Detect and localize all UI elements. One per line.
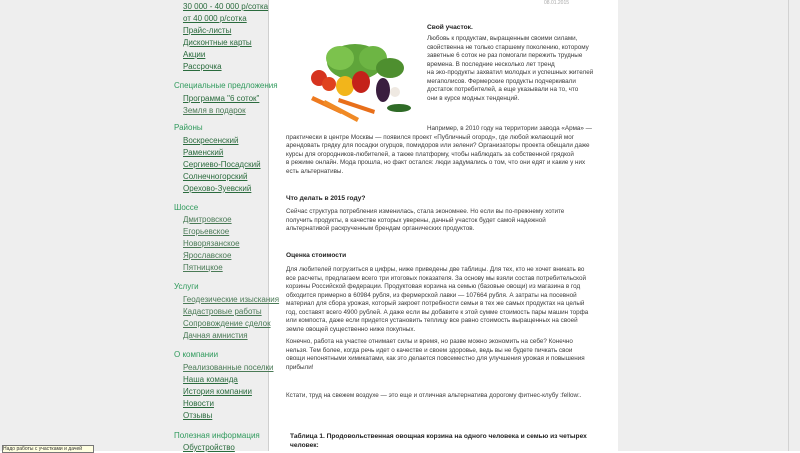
intro-line: заветные 6 соток не раз помогали пережить трудные bbox=[427, 52, 583, 59]
para2-line: арендовать грядку для посадки огурцов, помидоров или зелени? Организаторы проекта обещали даже bbox=[286, 142, 590, 149]
sidebar-link-program-6-sotok[interactable]: Программа "6 соток" bbox=[183, 94, 260, 103]
sidebar-heading-special: Специальные предложения bbox=[174, 81, 278, 90]
sidebar-link-price-40plus[interactable]: от 40 000 р/сотка bbox=[183, 14, 247, 23]
sidebar-link-service[interactable]: Геодезические изыскания bbox=[183, 295, 280, 304]
sidebar-heading-info: Полезная информация bbox=[174, 431, 260, 440]
q2015-line: альтернативой раскрученным брендам органических продуктов. bbox=[286, 225, 475, 232]
intro-line: достаток потребителей, а еще указывали на то, что bbox=[427, 86, 579, 93]
work-line: Конечно, работа на участке отнимает силы и время, но разве можно экономить на себе? Конечно bbox=[286, 338, 573, 345]
para2-line: есть альтернативы. bbox=[286, 167, 344, 175]
sidebar-link-land-gift[interactable]: Земля в подарок bbox=[183, 106, 246, 115]
sidebar-link-price-lists[interactable]: Прайс-листы bbox=[183, 26, 232, 35]
intro-line: они в курсе модных тенденций. bbox=[427, 94, 520, 102]
sidebar-link-highway[interactable]: Ярославское bbox=[183, 251, 232, 260]
sidebar-link-company[interactable]: Новости bbox=[183, 399, 214, 408]
sidebar-link-info[interactable]: Обустройство bbox=[183, 443, 235, 452]
cost-line: все расчеты, предлагаем всего три итоговых показателя. За основу мы взяли состав потребительской bbox=[286, 274, 586, 282]
right-divider bbox=[788, 0, 789, 451]
sidebar-link-district[interactable]: Орехово-Зуевский bbox=[183, 184, 252, 193]
para2-line: Например, в 2010 году на территории завода «Арма» — bbox=[427, 125, 592, 132]
section-title-cost: Оценка стоимости bbox=[286, 252, 347, 259]
sidebar-link-service[interactable]: Сопровождение сделок bbox=[183, 319, 271, 328]
sidebar-link-company[interactable]: История компании bbox=[183, 387, 252, 396]
q2015-line: Сейчас структура потребления изменилась, стала экономнее. Но если вы по-прежнему хотите bbox=[286, 208, 565, 215]
cost-line: Для любителей погрузиться в цифры, ниже приведены две таблицы. Для тех, кто не хочет вникать во bbox=[286, 266, 585, 273]
sidebar-link-company[interactable]: Отзывы bbox=[183, 411, 213, 420]
work-line: нельзя. Тем более, когда речь идет о качестве и своем здоровье, ведь вы не будете пичкать свои bbox=[286, 346, 573, 354]
content-divider bbox=[268, 0, 269, 451]
para2-line: в режиме онлайн. Мода прошла, но факт остался: люди задумались о том, что они едят и какие у них bbox=[286, 159, 586, 166]
work-line: овощи непонятными химикатами, как это делается повсеместно для улучшения урожая и повышения bbox=[286, 355, 585, 362]
right-panel-background bbox=[618, 0, 800, 451]
sidebar-link-installment[interactable]: Рассрочка bbox=[183, 62, 222, 71]
para2-line: курсы для огородников-любителей, а также платформу, чтобы наблюдать за собственной грядкой bbox=[286, 150, 574, 158]
sidebar-link-highway[interactable]: Дмитровское bbox=[183, 215, 232, 224]
sidebar-link-company[interactable]: Наша команда bbox=[183, 375, 238, 384]
table-title-continued: человек: bbox=[290, 442, 319, 449]
sidebar-link-discount-cards[interactable]: Дисконтные карты bbox=[183, 38, 252, 47]
sidebar-heading-company: О компании bbox=[174, 350, 219, 359]
sidebar-link-district[interactable]: Раменский bbox=[183, 148, 224, 157]
sidebar-link-price-30-40[interactable]: 30 000 - 40 000 р/сотка bbox=[183, 2, 269, 11]
sidebar-heading-highways: Шоссе bbox=[174, 203, 199, 212]
intro-line: свойственна не только старшему поколению, которому bbox=[427, 43, 589, 51]
status-tooltip: Надо работы с участками и дачей bbox=[2, 445, 94, 453]
cost-line: материал для сбора урожая, который закроет потребности семьи в тех же самых продуктах на целый bbox=[286, 300, 585, 307]
table-title: Таблица 1. Продовольственная овощная корзина на одного человека и семью из четырех bbox=[290, 433, 587, 440]
sidebar-link-highway[interactable]: Новорязанское bbox=[183, 239, 240, 248]
sidebar-heading-services: Услуги bbox=[174, 282, 199, 291]
cost-line: обходится примерно в 60984 рубля, из фермерской лавки — 107664 рубля. А затраты на посевной bbox=[286, 291, 577, 299]
intro-line: на эко-продукты захватил молодых и успешных жителей bbox=[427, 69, 594, 76]
header-date: 08.01.2015 bbox=[544, 0, 570, 6]
sidebar-link-company[interactable]: Реализованные поселки bbox=[183, 363, 274, 372]
sidebar-link-highway[interactable]: Егорьевское bbox=[183, 227, 230, 236]
fitness-line: Кстати, труд на свежем воздухе — это еще и отличная альтернатива дорогому фитнес-клубу :fellow:. bbox=[286, 392, 582, 399]
sidebar-heading-districts: Районы bbox=[174, 123, 203, 132]
cost-line: или компоста, даже если придется установить теплицу все равно стоимость выращенных на своей bbox=[286, 317, 578, 324]
intro-line: времена. В последние несколько лет тренд bbox=[427, 60, 555, 68]
cost-line: корзины Российской федерации. Продуктовая корзина на семью (базовые овощи) из магазина в год bbox=[286, 283, 581, 290]
vegetables-image bbox=[295, 20, 423, 128]
sidebar-link-service[interactable]: Кадастровые работы bbox=[183, 307, 262, 316]
intro-line: мегаполисов. Фермерские продукты подчеркивали bbox=[427, 77, 576, 85]
sidebar-link-district[interactable]: Сергиево-Посадский bbox=[183, 160, 261, 169]
work-line: прибыли! bbox=[286, 363, 314, 371]
cost-line: земле овощей существенно ниже покупных. bbox=[286, 325, 416, 333]
intro-title: Свой участок. bbox=[427, 24, 473, 31]
para2-line: практически в центре Москвы — появился проект «Публичный огород», где любой желающий мог bbox=[286, 133, 574, 141]
section-title-2015: Что делать в 2015 году? bbox=[286, 195, 366, 202]
sidebar-link-promotions[interactable]: Акции bbox=[183, 50, 206, 59]
intro-line: Любовь к продуктам, выращенным своими силами, bbox=[427, 35, 578, 42]
sidebar-link-district[interactable]: Солнечногорский bbox=[183, 172, 248, 181]
sidebar-link-highway[interactable]: Пятницкое bbox=[183, 263, 223, 272]
sidebar-link-service[interactable]: Дачная амнистия bbox=[183, 331, 248, 340]
q2015-line: получить продукты, в качестве которых уверены, дачный участок будет самой надежной bbox=[286, 216, 546, 224]
sidebar-link-district[interactable]: Воскресенский bbox=[183, 136, 239, 145]
cost-line: год, составят всего 4900 рублей. А даже если вы добавите к этой сумме стоимость пары машин торфа bbox=[286, 308, 589, 316]
